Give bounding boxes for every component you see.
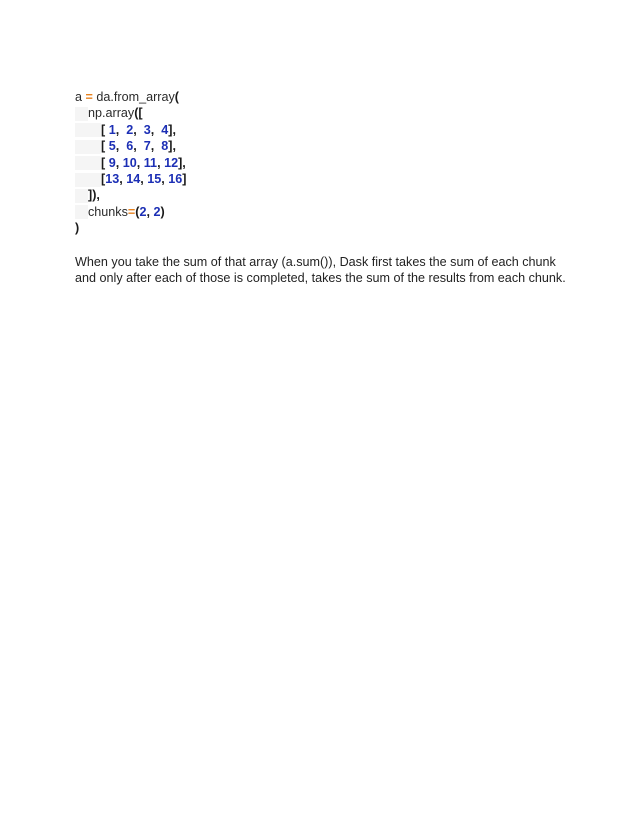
code-token-punc: , [150,122,162,137]
code-token-punc: ( [174,90,179,104]
indent-guide [75,107,88,121]
code-token-ident: da.from_array [92,90,175,104]
code-line [75,204,495,220]
code-token-num: 2 [153,204,161,219]
code-token-punc: ([ [134,106,143,121]
code-token-op: = [85,90,93,104]
code-token-punc: ] [182,171,187,186]
code-token-num: 11 [143,155,158,170]
indent-guide [75,205,88,219]
code-token-op: = [127,204,136,219]
code-token-punc: ) [160,204,165,219]
code-line [75,138,495,154]
indent-guide [75,140,101,154]
code-token-punc: ) [75,221,80,236]
code-token-punc: , [115,139,127,154]
code-token-punc: , [119,171,127,186]
code-token-num: 10 [122,155,137,170]
code-token-punc: , [146,204,154,219]
code-token-punc: , [136,155,144,170]
code-token-ident: chunks [88,204,128,219]
code-token-num: 14 [126,171,141,186]
indent-guide [75,189,88,203]
code-token-num: 9 [108,155,116,170]
code-line [75,171,495,187]
code-token-num: 2 [126,122,134,137]
code-token-num: 16 [168,171,183,186]
code-token-punc: , [115,122,127,137]
code-token-punc: , [161,171,169,186]
code-token-ident: a [75,90,86,104]
explanation-paragraph: When you take the sum of that array (a.sum()), Dask first takes the sum of each chunk and only after each of those is completed, takes the sum of the results from each chunk. [75,255,566,286]
code-token-punc: ], [178,155,186,170]
code-line [75,122,495,138]
code-token-punc: [ [101,139,109,154]
code-token-punc: [ [101,155,109,170]
code-token-num: 4 [161,122,169,137]
indent-guide [75,156,101,170]
code-line [75,89,495,105]
code-token-num: 6 [126,139,134,154]
code-line [75,155,495,171]
code-token-punc: ]), [88,188,100,203]
code-token-punc: ], [168,139,176,154]
code-line [75,220,495,236]
code-token-num: 12 [164,155,179,170]
code-token-num: 8 [161,139,169,154]
code-token-punc: , [133,122,144,137]
code-token-punc: ( [135,204,140,219]
code-token-punc: , [133,139,144,154]
code-token-num: 13 [105,171,120,186]
code-token-num: 3 [143,122,151,137]
indent-guide [75,173,101,187]
code-token-punc: , [140,171,148,186]
code-line [75,105,495,121]
code-token-num: 5 [108,139,116,154]
code-token-punc: , [150,139,162,154]
code-token-punc: [ [101,171,106,186]
code-token-ident: np.array [88,106,135,121]
code-token-num: 2 [139,204,147,219]
code-snippet [75,89,495,237]
code-token-punc: , [157,155,165,170]
code-token-num: 1 [108,122,116,137]
body-text [75,254,575,287]
code-token-num: 7 [143,139,151,154]
code-token-punc: , [115,155,123,170]
indent-guide [75,123,101,137]
code-token-punc: ], [168,122,176,137]
code-token-punc: [ [101,122,109,137]
code-line [75,187,495,203]
code-token-num: 15 [147,171,162,186]
